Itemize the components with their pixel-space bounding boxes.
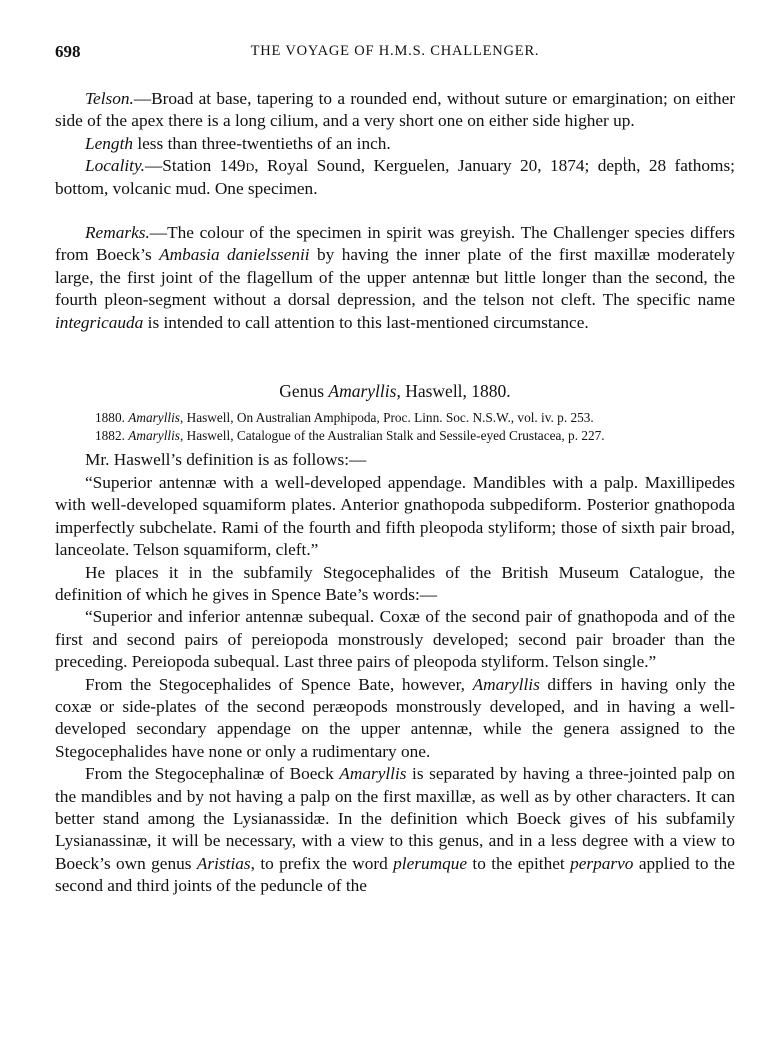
text-run: “Superior antennæ with a well-developed appendage. Mandibles with a palp. Maxillipedes with well-developed squamiform plates. Anterior gnathopoda subpediform. Posterior gnathopoda imperfectly subchelate. Rami of the fourth and fifth pleopoda styliform; those of sixth pair broad, lanceolate. Telson squamiform, cleft.” <box>55 472 735 560</box>
text-run: Mr. Haswell’s definition is as follows:— <box>85 450 367 470</box>
italic-term: Length <box>85 133 134 153</box>
italic-term: Amaryllis <box>339 764 407 784</box>
running-title: THE VOYAGE OF H.M.S. CHALLENGER. <box>250 43 540 59</box>
paragraph-telson <box>55 88 735 133</box>
italic-term: Remarks. <box>85 223 150 243</box>
italic-term: perparvo <box>570 853 634 873</box>
paragraph-remarks <box>55 222 735 334</box>
text-run: , Haswell, On Australian Amphipoda, Proc. Linn. Soc. N.S.W., vol. iv. p. 253. <box>179 410 594 426</box>
text-run: —Broad at base, tapering to a rounded end, without suture or emargination; on either side of the apex there is a long cilium, and a very short one on either side higher up. <box>55 89 735 131</box>
text-run: is intended to call attention to this last-mentioned circumstance. <box>143 312 589 332</box>
page-header <box>55 42 735 66</box>
italic-term: Amaryllis <box>472 674 540 694</box>
text-run: From the Stegocephalinæ of Boeck <box>85 764 340 784</box>
italic-term: Locality. <box>85 156 146 176</box>
paragraph-genus-heading <box>55 380 735 402</box>
paragraph-gap <box>55 334 735 380</box>
text-run: less than three-twentieths of an inch. <box>133 133 391 153</box>
paragraph-haswell-intro <box>55 449 735 471</box>
italic-term: Telson. <box>85 89 134 108</box>
text-run: He places it in the subfamily Stegocephalides of the British Museum Catalogue, the definition of which he gives in Spence Bate’s words:— <box>55 562 735 604</box>
text-run: 1880. <box>95 410 129 426</box>
text-run: d <box>245 156 255 176</box>
paragraph-locality <box>55 155 735 200</box>
paragraph-haswell-quote <box>55 472 735 562</box>
text-run: “Superior and inferior antennæ subequal. Coxæ of the second pair of gnathopoda and of the first and second pairs of pereiopoda monstrously developed; second pair broader than the preceding. Pereiopoda subequal. Last three pairs of pleopoda styliform. Telson single.” <box>55 607 735 672</box>
text-run: Genus <box>279 381 329 402</box>
paragraph-syn-1880 <box>55 409 735 427</box>
italic-term: plerumque <box>393 853 468 873</box>
text-run: , Haswell, 1880. <box>396 381 511 402</box>
text-run: to the epithet <box>467 853 571 873</box>
paragraph-from-boeck <box>55 763 735 897</box>
italic-term: integricauda <box>55 312 144 332</box>
paragraph-bate-quote <box>55 606 735 673</box>
text-run: differs in having only the coxæ or side-plates of the second peræopods monstrously developed, and in having a well-developed secondary appendage on the upper antennæ, while the genera assigned to the Stegocephalides have none or only a rudimentary one. <box>55 674 736 761</box>
paragraph-places <box>55 562 735 607</box>
text-run: , Haswell, Catalogue of the Australian Stalk and Sessile-eyed Crustacea, p. 227. <box>179 427 605 443</box>
text-run: From the Stegocephalides of Spence Bate, however, <box>85 674 473 694</box>
paragraph-length <box>55 133 735 155</box>
synonymy-list <box>55 409 735 444</box>
italic-term: Amaryllis <box>128 427 180 443</box>
text-run: , Royal Sound, Kerguelen, January 20, 1874; depth, 28 fathoms; bottom, volcanic mud. One specimen. <box>55 156 735 198</box>
italic-term: Aristias <box>196 853 251 873</box>
text-run: is separated by having a three-jointed palp on the mandibles and by not having a palp on the first maxillæ, as well as by other characters. It can better stand among the Lysianassidæ. In the definition which Boeck gives of his subfamily Lysianassinæ, it will be necessary, with a view to this genus, and in a less degree with a view to Boeck’s own genus <box>55 764 735 873</box>
paragraph-gap <box>55 200 735 222</box>
text-run: applied to the second and third joints of the peduncle of the <box>55 853 735 896</box>
italic-term: Amaryllis <box>328 381 397 402</box>
text-run: 1882. <box>95 427 129 443</box>
text-run: —The colour of the specimen in spirit was greyish. The Challenger species differs from Boeck’s <box>55 223 735 265</box>
paragraph-from-bate <box>55 674 735 764</box>
italic-term: Ambasia danielssenii <box>159 245 310 265</box>
page-body <box>55 88 735 898</box>
paragraph-syn-1882 <box>55 427 735 445</box>
italic-term: Amaryllis <box>128 410 180 426</box>
text-run: by having the inner plate of the first maxillæ moderately large, the first joint of the flagellum of the upper antennæ but little longer than the second, the fourth pleon-segment without a dorsal depression, and the telson not cleft. The specific name <box>55 245 735 310</box>
text-run: , to prefix the word <box>250 853 394 873</box>
text-run: —Station 149 <box>145 156 246 176</box>
page-number: 698 <box>55 42 81 61</box>
